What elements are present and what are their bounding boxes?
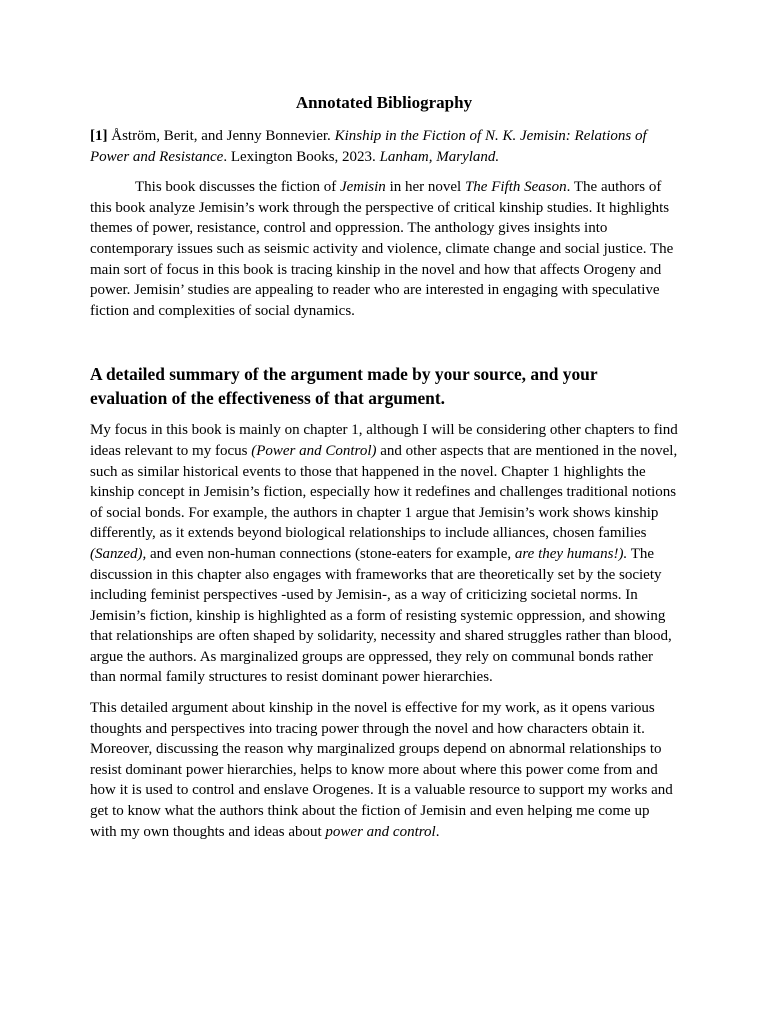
summary-text: . The authors of this book analyze Jemisin’s work through the perspective of critical kinship studies. It highlights themes of power, resistance, control and oppression. The anthology gives insights into contemporary issues such as seismic activity and violence, climate change and social justice. The main sort of focus in this book is tracing kinship in the novel and how that affects Orogeny and power. Jemisin’ studies are appealing to reader who are interested in engaging with speculative fiction and complexities of social dynamics. xyxy=(90,179,674,319)
citation-place: Lanham, Maryland. xyxy=(379,148,500,165)
argument-text: and even non-human connections (stone-eaters for example, xyxy=(146,545,515,562)
argument-text: The discussion in this chapter also engages with frameworks that are theoretically set by the society including feminist perspectives -used by Jemisin-, as a way of criticizing societal norms. In Jemisin’s fiction, kinship is highlighted as a form of resisting systemic oppression, and showing that relationships are often shaped by solidarity, necessity and shared struggles rather than blood, argue the authors. As marginalized groups are oppressed, they rely on communal bonds rather than normal family structures to resist dominant power hierarchies. xyxy=(90,545,672,686)
page-title: Annotated Bibliography xyxy=(295,93,473,112)
citation-publisher: . Lexington Books, 2023. xyxy=(223,148,380,165)
summary-italic-novel: The Fifth Season xyxy=(464,179,567,196)
citation-number: [1] xyxy=(90,128,108,144)
citation-authors: Åström, Berit, and Jenny Bonnevier. xyxy=(107,128,335,144)
argument-text: My focus in this book is mainly on chapter 1, although I will be considering other chapters to find ideas relevant to my focus xyxy=(90,422,678,459)
argument-italic: (Power and Control) xyxy=(251,442,377,459)
evaluation-text: This detailed argument about kinship in the novel is effective for my work, as it opens various thoughts and perspectives into tracing power through the novel and how characters obtain it. Moreover, discussing the reason why marginalized groups depend on abnormal relationships to resist dominant power hierarchies, helps to know more about where this power come from and how it is used to control and enslave Orogenes. It is a valuable resource to support my works and get to know what the authors think about the fiction of Jemisin and even helping me come up with my own thoughts and ideas about xyxy=(90,700,673,840)
evaluation-italic: power and control xyxy=(325,823,436,840)
evaluation-paragraph xyxy=(90,698,678,842)
summary-paragraph xyxy=(90,177,678,321)
argument-italic: (Sanzed), xyxy=(90,545,147,562)
summary-text: in her novel xyxy=(385,179,465,196)
section-heading: A detailed summary of the argument made by your source, and your evaluation of the effectiveness of that argument. xyxy=(90,364,598,408)
summary-italic-author: Jemisin xyxy=(339,179,386,196)
argument-text: and other aspects that are mentioned in the novel, such as similar historical events to those that happened in the novel. Chapter 1 highlights the kinship concept in Jemisin’s fiction, especially how it redefines and challenges traditional notions of social bonds. For example, the authors in chapter 1 argue that Jemisin’s work shows kinship differently, as it extends beyond biological relationships to include alliances, chosen families xyxy=(90,442,678,542)
summary-text: This book discusses the fiction of xyxy=(135,179,340,196)
evaluation-text: . xyxy=(435,823,440,840)
citation-entry xyxy=(90,126,678,167)
argument-paragraph xyxy=(90,420,678,688)
citation-book-title: Kinship in the Fiction of N. K. Jemisin: Relations of Power and Resistance xyxy=(90,128,647,165)
argument-italic: are they humans!). xyxy=(514,545,628,562)
